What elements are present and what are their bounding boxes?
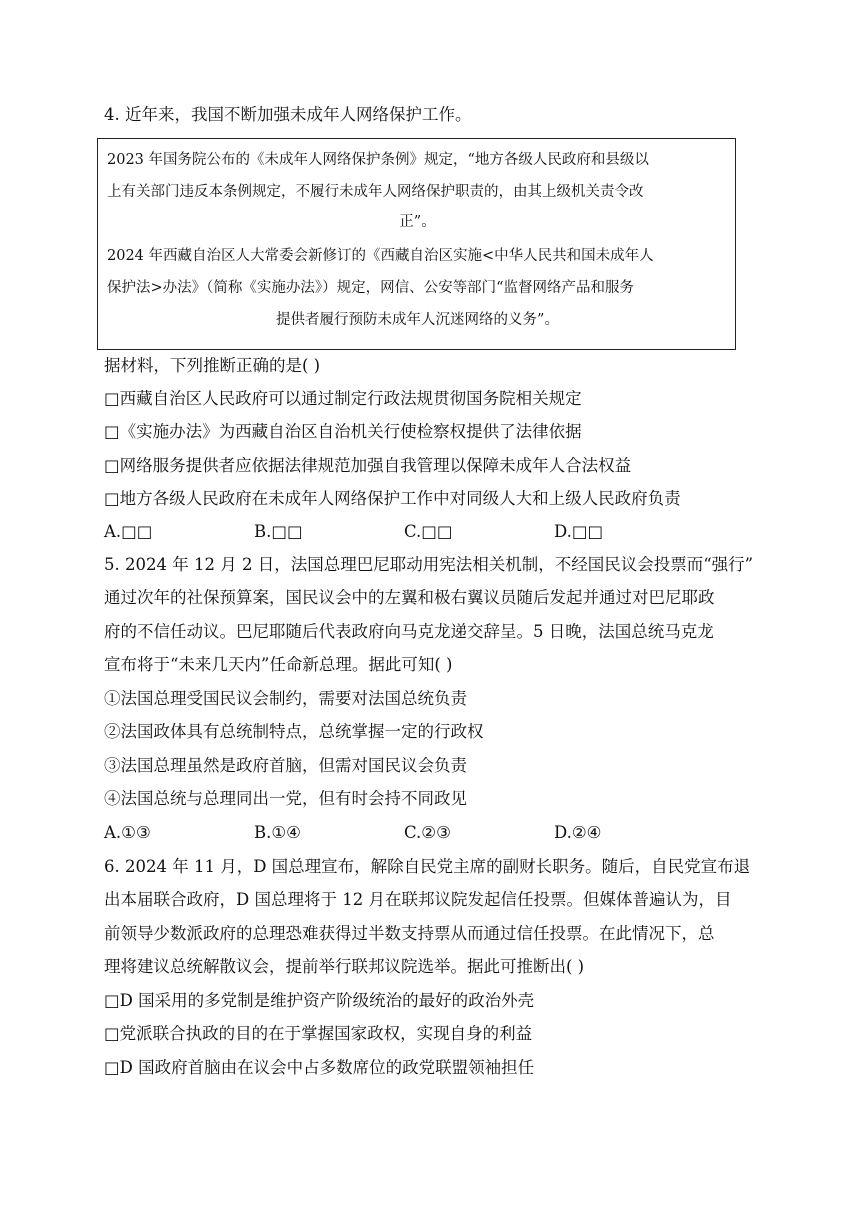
q5-stem-line: 府的不信任动议。巴尼耶随后代表政府向马克龙递交辞呈。5 日晚，法国总统马克龙: [104, 622, 714, 641]
q4-material-line: 保护法>办法》（简称《实施办法》）规定，网信、公安等部门“监督网络产品和服务: [107, 280, 635, 296]
q6-statement: □党派联合执政的目的在于掌握国家政权，实现自身的利益: [104, 1024, 533, 1043]
q5-option-c: C.②③: [404, 823, 451, 842]
q4-material-line: 正”。: [399, 214, 436, 230]
q4-material-line: 2023 年国务院公布的《未成年人网络保护条例》规定，“地方各级人民政府和县级以: [107, 152, 649, 168]
q5-statement: ③法国总理虽然是政府首脑，但需对国民议会负责: [104, 756, 467, 775]
q6-stem-line: 6. 2024 年 11 月，D 国总理宣布，解除自民党主席的副财长职务。随后，自民党宣布退: [104, 857, 751, 876]
q5-stem-line: 通过次年的社保预算案，国民议会中的左翼和极右翼议员随后发起并通过对巴尼耶政: [104, 588, 715, 607]
q4-statement: □西藏自治区人民政府可以通过制定行政法规贯彻国务院相关规定: [104, 389, 582, 408]
q6-stem-line: 出本届联合政府，D 国总理将于 12 月在联邦议院发起信任投票。但媒体普遍认为，目: [104, 890, 732, 909]
q4-statement: □地方各级人民政府在未成年人网络保护工作中对同级人大和上级人民政府负责: [104, 489, 681, 508]
q6-stem-line: 前领导少数派政府的总理恐难获得过半数支持票从而通过信任投票。在此情况下，总: [104, 924, 715, 943]
q4-statement: □网络服务提供者应依据法律规范加强自我管理以保障未成年人合法权益: [104, 456, 632, 475]
q4-stem: 4. 近年来，我国不断加强未成年人网络保护工作。: [104, 105, 472, 124]
q5-option-d: D.②④: [554, 823, 602, 842]
q4-statement: □《实施办法》为西藏自治区自治机关行使检察权提供了法律依据: [104, 422, 582, 441]
q5-option-a: A.①③: [104, 823, 151, 842]
q5-statement: ②法国政体具有总统制特点，总统掌握一定的行政权: [104, 722, 484, 741]
q4-material-line: 提供者履行预防未成年人沉迷网络的义务”。: [276, 312, 559, 328]
q4-material-box: [97, 138, 736, 350]
q4-question: 据材料，下列推断正确的是( ): [104, 356, 321, 375]
q4-option-a: A.□□: [104, 522, 153, 541]
q5-statement: ①法国总理受国民议会制约，需要对法国总统负责: [104, 689, 467, 708]
q5-option-b: B.①④: [254, 823, 301, 842]
q6-stem-line: 理将建议总统解散议会，提前举行联邦议院选举。据此可推断出( ): [104, 957, 585, 976]
q4-option-d: D.□□: [554, 522, 604, 541]
q4-option-c: C.□□: [404, 522, 453, 541]
q6-statement: □D 国政府首脑由在议会中占多数席位的政党联盟领袖担任: [104, 1058, 535, 1077]
q4-material-line: 上有关部门违反本条例规定，不履行未成年人网络保护职责的，由其上级机关责令改: [107, 184, 644, 200]
q5-stem-line: 宣布将于“未来几天内”任命新总理。据此可知( ): [104, 655, 453, 674]
q5-stem-line: 5. 2024 年 12 月 2 日，法国总理巴尼耶动用宪法相关机制，不经国民议会投票而“强行”: [104, 555, 754, 574]
q6-statement: □D 国采用的多党制是维护资产阶级统治的最好的政治外壳: [104, 991, 535, 1010]
q4-material-line: 2024 年西藏自治区人大常委会新修订的《西藏自治区实施<中华人民共和国未成年人: [107, 248, 654, 264]
q4-option-b: B.□□: [254, 522, 303, 541]
q5-statement: ④法国总统与总理同出一党，但有时会持不同政见: [104, 789, 467, 808]
